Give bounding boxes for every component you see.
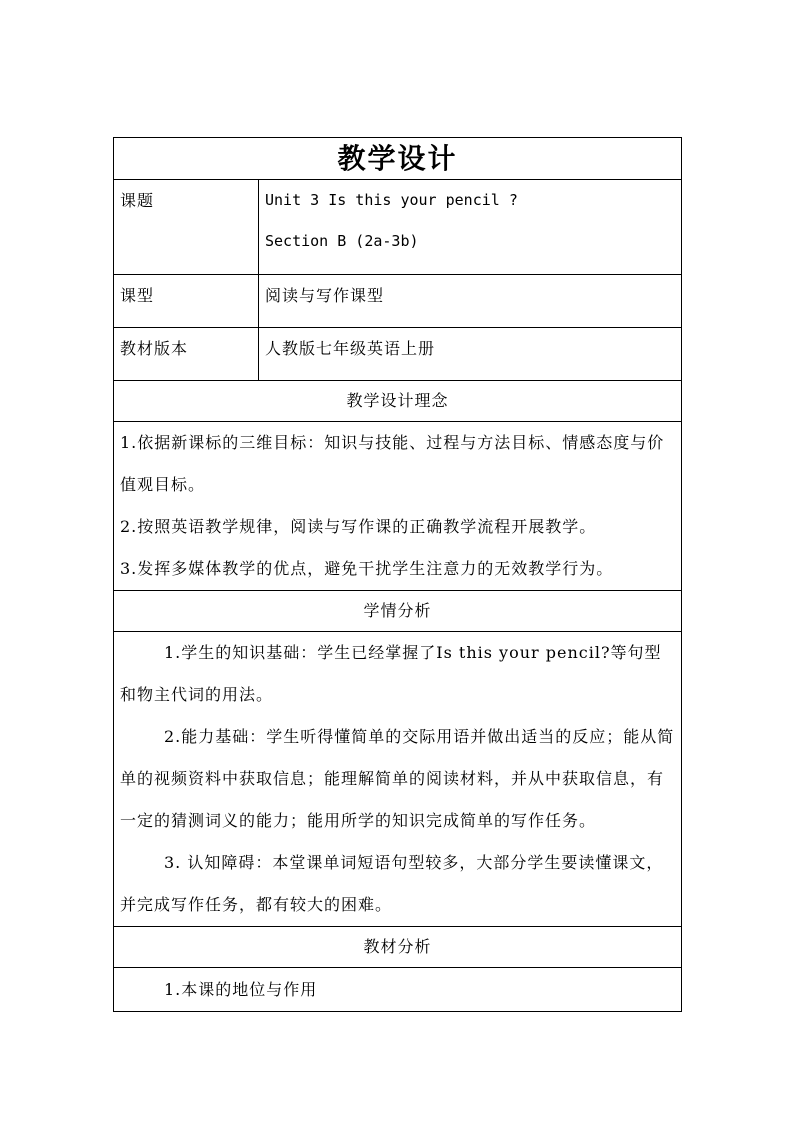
lesson-type-row	[114, 275, 682, 328]
lesson-type-value-cell	[259, 275, 682, 328]
learner-body-row	[114, 632, 682, 927]
learner-analysis-heading: 学情分析	[114, 591, 682, 632]
concept-heading-row	[114, 381, 682, 422]
textbook-edition-value-cell	[259, 328, 682, 381]
concept-paragraph: 1.依据新课标的三维目标：知识与技能、过程与方法目标、情感态度与价值观目标。	[120, 433, 665, 494]
concept-heading: 教学设计理念	[114, 381, 682, 422]
topic-row	[114, 180, 682, 275]
lesson-design-table	[113, 137, 682, 1012]
learner-paragraph: 2.能力基础：学生听得懂简单的交际用语并做出适当的反应；能从简单的视频资料中获取信息；能理解简单的阅读材料，并从中获取信息，有一定的猜测词义的能力；能用所学的知识完成简单的写作任务。	[120, 727, 675, 830]
material-body-row	[114, 968, 682, 1012]
learner-paragraph: 1.学生的知识基础：学生已经掌握了Is this your pencil?等句型和物主代词的用法。	[120, 643, 662, 704]
textbook-edition-row	[114, 328, 682, 381]
material-analysis-heading: 教材分析	[114, 927, 682, 968]
topic-value	[259, 180, 682, 275]
material-first-item: 1.本课的地位与作用	[164, 980, 318, 999]
learner-analysis-body	[114, 632, 682, 927]
concept-paragraph: 2.按照英语教学规律，阅读与写作课的正确教学流程开展教学。	[120, 517, 597, 536]
document-title: 教学设计	[114, 138, 682, 180]
lesson-type-value: 阅读与写作课型	[265, 286, 385, 305]
lesson-type-label: 课型	[114, 275, 259, 328]
topic-section: Section B (2a-3b)	[265, 232, 419, 250]
concept-body	[114, 422, 682, 591]
learner-paragraph: 3. 认知障碍：本堂课单词短语句型较多，大部分学生要读懂课文，并完成写作任务，都有较大的困难。	[120, 853, 664, 914]
concept-body-row	[114, 422, 682, 591]
material-analysis-body	[114, 968, 682, 1012]
concept-paragraph: 3.发挥多媒体教学的优点，避免干扰学生注意力的无效教学行为。	[120, 559, 614, 578]
textbook-edition-label: 教材版本	[114, 328, 259, 381]
topic-label: 课题	[114, 180, 259, 275]
material-heading-row	[114, 927, 682, 968]
textbook-edition-value: 人教版七年级英语上册	[265, 339, 436, 358]
topic-unit: Unit 3 Is this your pencil ?	[265, 191, 518, 209]
learner-heading-row	[114, 591, 682, 632]
title-row	[114, 138, 682, 180]
